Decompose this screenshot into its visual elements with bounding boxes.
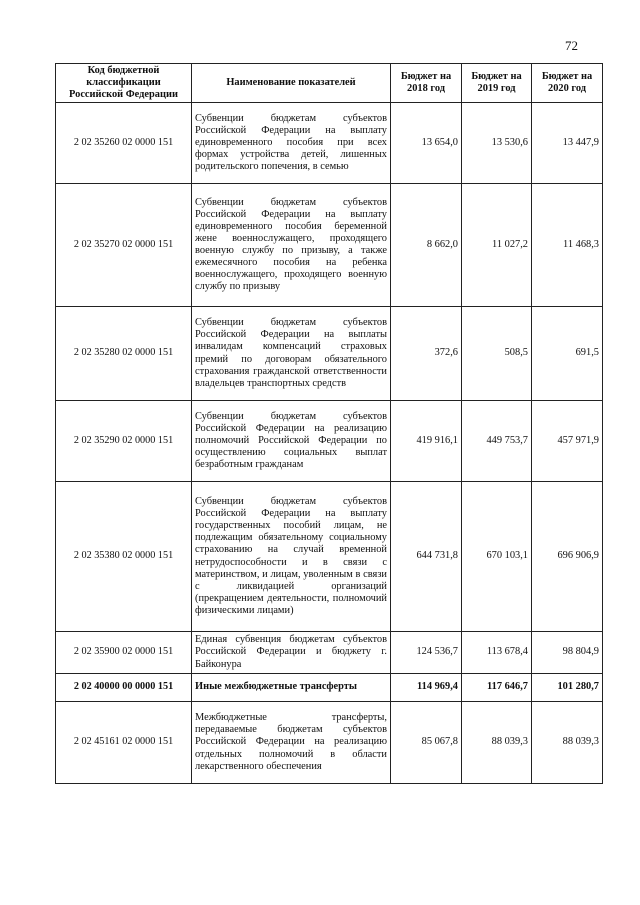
table-row-total xyxy=(56,674,603,702)
row-code: 2 02 35260 02 0000 151 xyxy=(56,103,192,184)
row-value-2019: 117 646,7 xyxy=(462,674,532,702)
row-name: Субвенции бюджетам субъектов Российской Федерации на выплату единовременного пособия при всех формах устройства детей, лишенных родительского попечения, в семью xyxy=(192,103,391,184)
table-row xyxy=(56,103,603,184)
row-value-2018: 114 969,4 xyxy=(391,674,462,702)
row-value-2020: 691,5 xyxy=(532,307,603,401)
row-name: Иные межбюджетные трансферты xyxy=(192,674,391,702)
row-value-2020: 13 447,9 xyxy=(532,103,603,184)
row-value-2019: 88 039,3 xyxy=(462,702,532,784)
row-value-2018: 124 536,7 xyxy=(391,632,462,674)
table-row xyxy=(56,184,603,307)
row-code: 2 02 35270 02 0000 151 xyxy=(56,184,192,307)
table-row xyxy=(56,482,603,632)
budget-table xyxy=(55,63,603,784)
row-value-2020: 11 468,3 xyxy=(532,184,603,307)
row-value-2020: 457 971,9 xyxy=(532,401,603,482)
row-name: Субвенции бюджетам субъектов Российской Федерации на выплату государственных пособий лицам, не подлежащим обязательному социальному страхованию на случай временной нетрудоспособности и в связи с материнством, и лицам, уволенным в связи с ликвидацией организаций (прекращением деятельности, полномочий физическими лицами) xyxy=(192,482,391,632)
header-name: Наименование показателей xyxy=(192,64,391,103)
row-name: Субвенции бюджетам субъектов Российской Федерации на выплату единовременного пособия беременной жене военнослужащего, проходящего военную службу по призыву, а также ежемесячного пособия на ребенка военнослужащего, проходящего военную службу по призыву xyxy=(192,184,391,307)
header-2020: Бюджет на 2020 год xyxy=(532,64,603,103)
row-value-2018: 85 067,8 xyxy=(391,702,462,784)
row-value-2020: 696 906,9 xyxy=(532,482,603,632)
row-value-2020: 101 280,7 xyxy=(532,674,603,702)
header-code: Код бюджетной классификации Российской Федерации xyxy=(56,64,192,103)
row-value-2019: 11 027,2 xyxy=(462,184,532,307)
row-value-2020: 88 039,3 xyxy=(532,702,603,784)
table-row xyxy=(56,307,603,401)
row-value-2018: 13 654,0 xyxy=(391,103,462,184)
row-value-2019: 449 753,7 xyxy=(462,401,532,482)
row-value-2019: 113 678,4 xyxy=(462,632,532,674)
page-number: 72 xyxy=(565,38,578,53)
row-code: 2 02 45161 02 0000 151 xyxy=(56,702,192,784)
table-header-row xyxy=(56,64,603,103)
row-value-2019: 13 530,6 xyxy=(462,103,532,184)
row-value-2019: 670 103,1 xyxy=(462,482,532,632)
row-code: 2 02 40000 00 0000 151 xyxy=(56,674,192,702)
row-value-2018: 419 916,1 xyxy=(391,401,462,482)
row-name: Единая субвенция бюджетам субъектов Российской Федерации и бюджету г. Байконура xyxy=(192,632,391,674)
row-code: 2 02 35280 02 0000 151 xyxy=(56,307,192,401)
row-value-2019: 508,5 xyxy=(462,307,532,401)
row-name: Межбюджетные трансферты, передаваемые бюджетам субъектов Российской Федерации на реализацию отдельных полномочий в области лекарственного обеспечения xyxy=(192,702,391,784)
table-row xyxy=(56,702,603,784)
row-code: 2 02 35290 02 0000 151 xyxy=(56,401,192,482)
header-2019: Бюджет на 2019 год xyxy=(462,64,532,103)
table-row xyxy=(56,401,603,482)
row-value-2018: 8 662,0 xyxy=(391,184,462,307)
header-2018: Бюджет на 2018 год xyxy=(391,64,462,103)
row-code: 2 02 35380 02 0000 151 xyxy=(56,482,192,632)
row-value-2020: 98 804,9 xyxy=(532,632,603,674)
row-name: Субвенции бюджетам субъектов Российской Федерации на выплаты инвалидам компенсаций страховых премий по договорам обязательного страхования гражданской ответственности владельцев транспортных средств xyxy=(192,307,391,401)
table-row xyxy=(56,632,603,674)
row-value-2018: 644 731,8 xyxy=(391,482,462,632)
row-code: 2 02 35900 02 0000 151 xyxy=(56,632,192,674)
row-name: Субвенции бюджетам субъектов Российской Федерации на реализацию полномочий Российской Федерации по осуществлению социальных выплат безработным гражданам xyxy=(192,401,391,482)
row-value-2018: 372,6 xyxy=(391,307,462,401)
